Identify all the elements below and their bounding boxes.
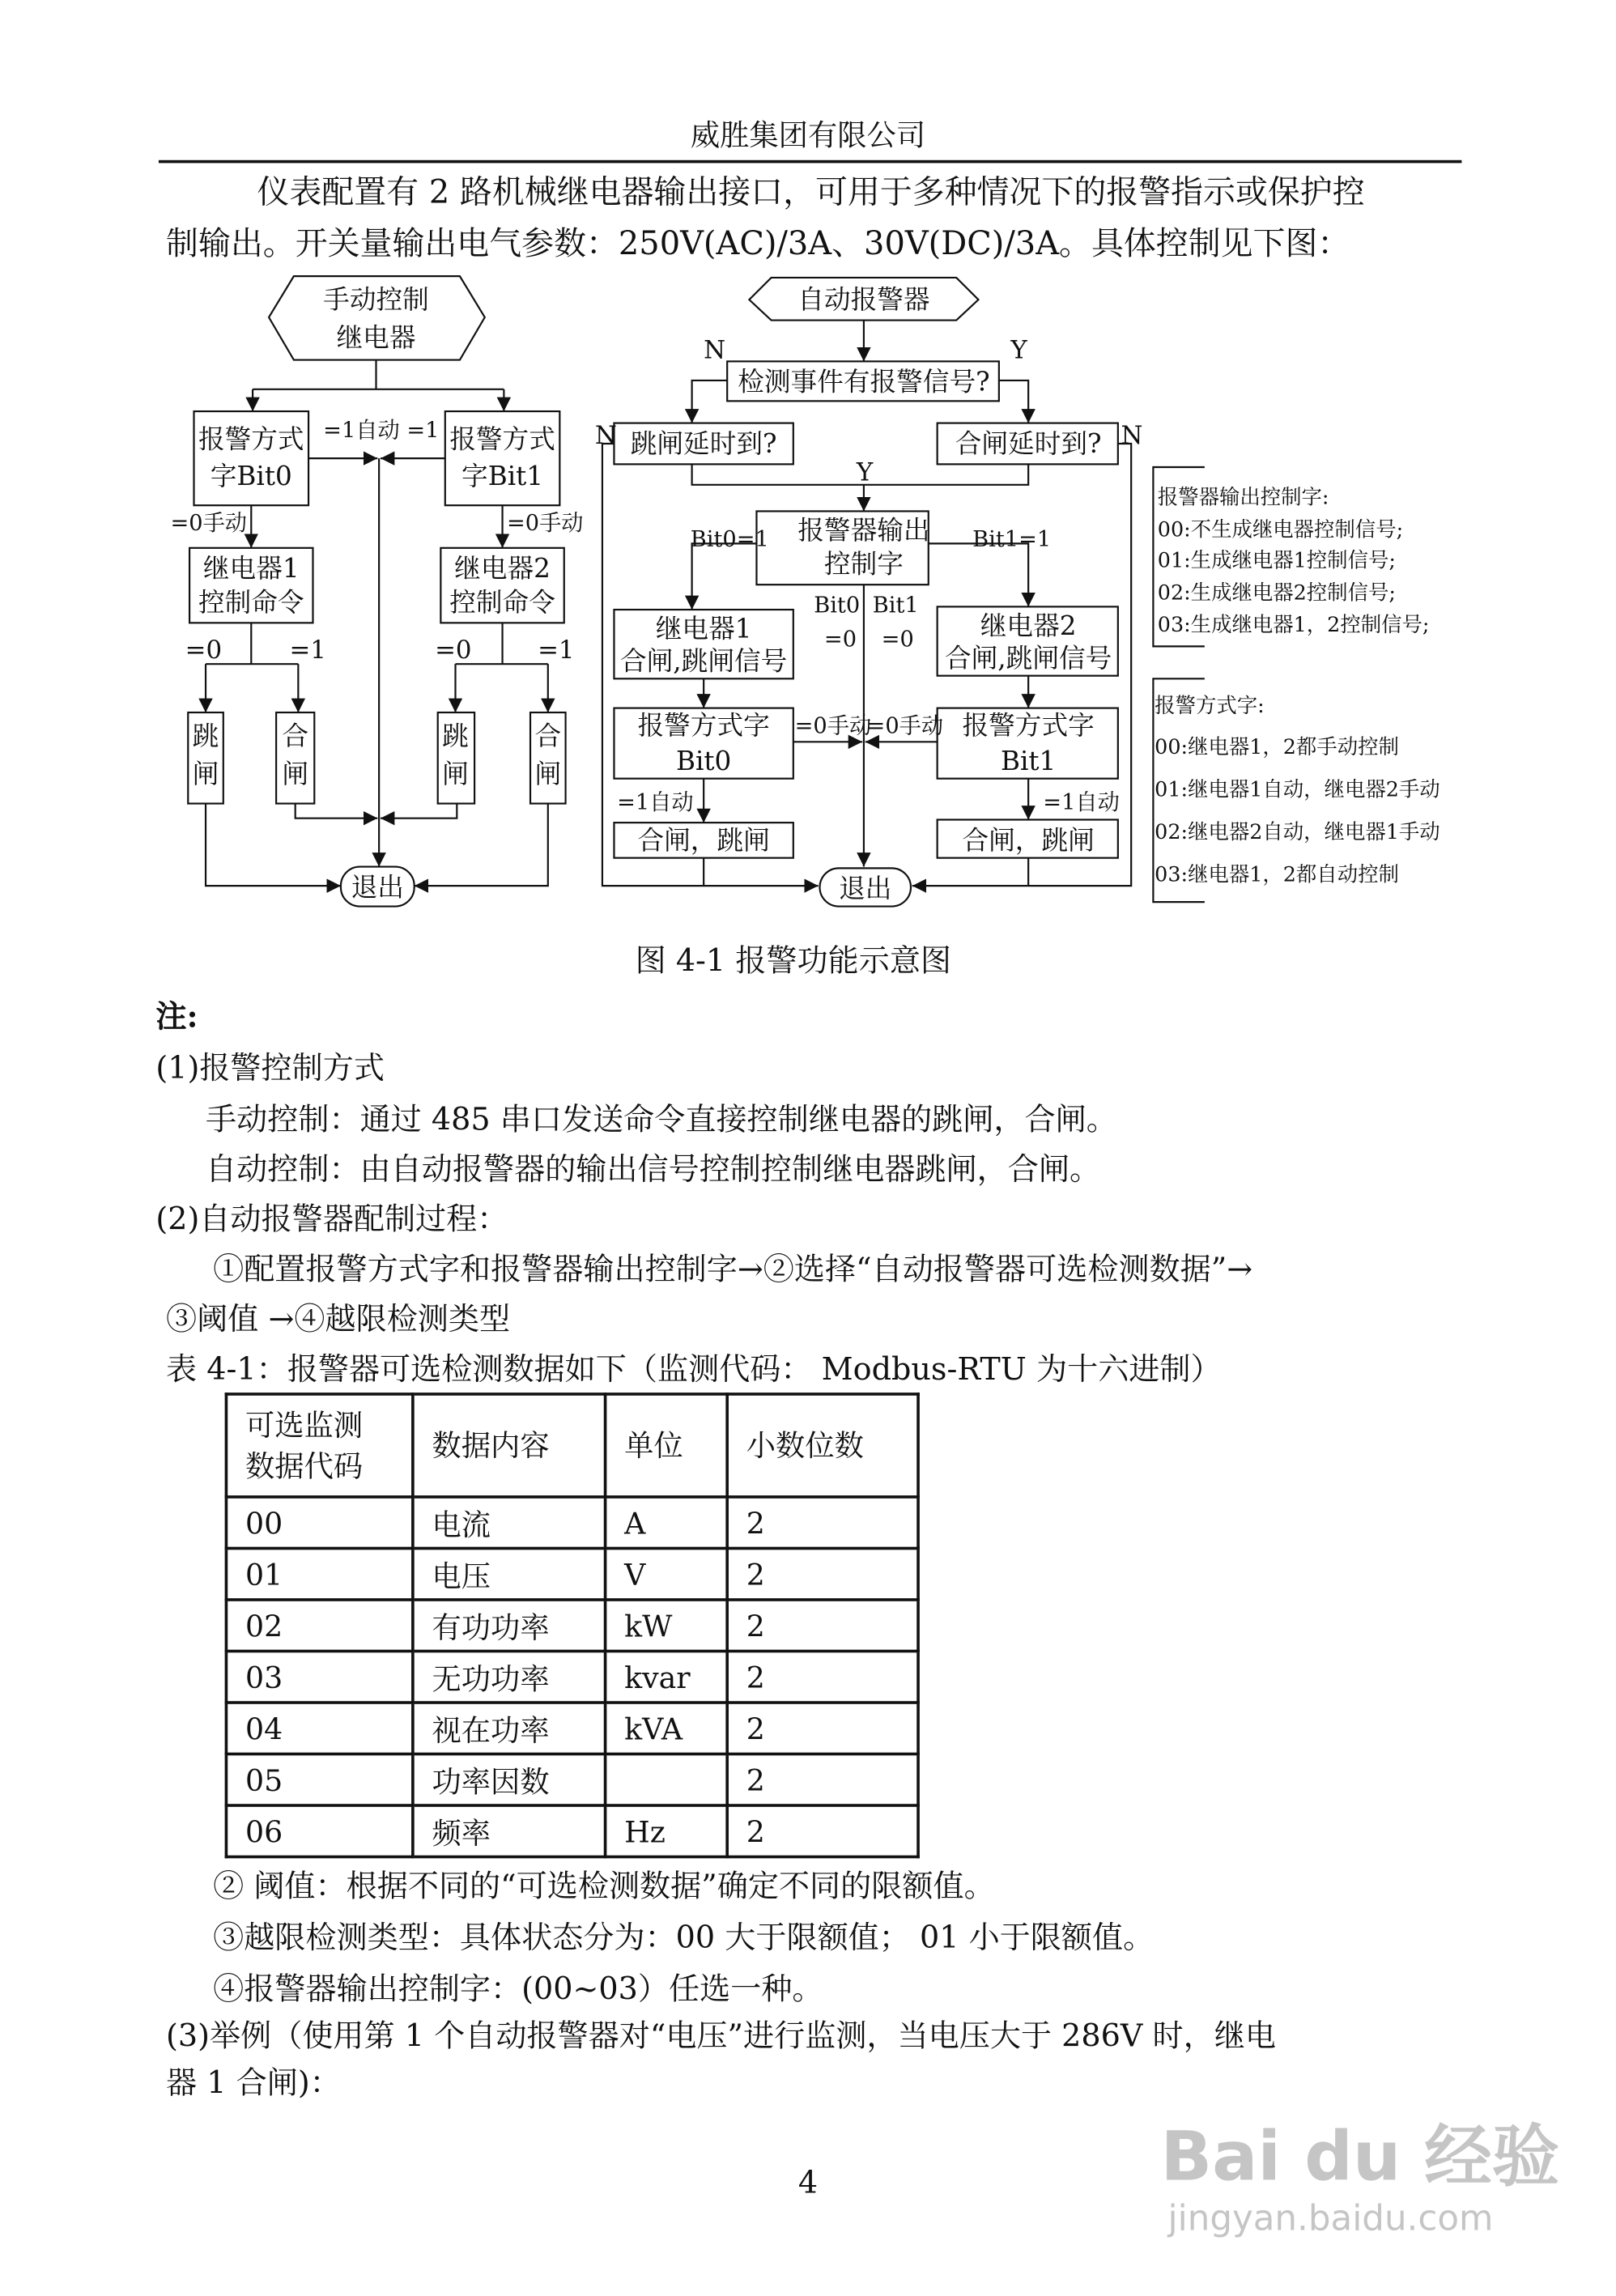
table-row	[226, 1548, 918, 1600]
exit-label: 退出	[351, 871, 404, 903]
manual-start-label: 继电器	[336, 322, 416, 354]
table-cell: 05	[226, 1754, 412, 1806]
no-label: N	[1121, 420, 1143, 450]
manual-label: =0手动	[794, 713, 872, 739]
manual-label: =0手动	[170, 511, 247, 537]
table-row	[226, 1805, 918, 1857]
detect-box-label: 检测事件有报警信号?	[738, 366, 990, 398]
table-cell: kVA	[606, 1703, 728, 1754]
table-header-row	[226, 1394, 918, 1497]
legend-mode-item: 00:继电器1，2都手动控制	[1155, 733, 1399, 759]
table-cell: 视在功率	[413, 1703, 606, 1754]
trip-box-label: 跳	[442, 720, 469, 751]
yes-label: Y	[856, 457, 874, 487]
no-label: N	[704, 335, 726, 365]
close-delay-label: 合闸延时到?	[955, 427, 1102, 459]
mode-word-label: Bit0	[675, 745, 732, 776]
table-cell: 功率因数	[413, 1754, 606, 1806]
trip-box-label: 闸	[192, 759, 219, 790]
legend-output-item: 01:生成继电器1控制信号;	[1157, 547, 1396, 572]
table-cell: Hz	[606, 1805, 728, 1857]
relay1-signal-label: 合闸,跳闸信号	[619, 645, 788, 677]
note-line: ④报警器输出控制字：(00~03）任选一种。	[213, 1971, 823, 2007]
table-cell: 有功功率	[413, 1600, 606, 1652]
table-row	[226, 1703, 918, 1754]
table-cell: 数据内容	[413, 1394, 606, 1497]
legend-output-item: 00:不生成继电器控制信号;	[1157, 517, 1404, 542]
action-label: 合闸，跳闸	[637, 824, 770, 856]
table-cell: 2	[727, 1651, 918, 1703]
eq0-label: =0	[435, 635, 472, 665]
relay1-signal-label: 继电器1	[655, 613, 752, 644]
table-cell: 04	[226, 1703, 412, 1754]
table-row	[226, 1651, 918, 1703]
watermark-logo: Bai du 经验	[1160, 2116, 1560, 2196]
bit1-box-label: 报警方式	[449, 423, 555, 455]
note-line: ③阈值 →④越限检测类型	[166, 1301, 511, 1337]
table-cell: 06	[226, 1805, 412, 1857]
exit-label: 退出	[839, 873, 892, 904]
table-cell: 2	[727, 1548, 918, 1600]
auto-label: =1自动 =1	[323, 418, 440, 444]
notes-title: 注:	[155, 997, 198, 1035]
table-cell: kW	[606, 1600, 728, 1652]
note-line: ③越限检测类型：具体状态分为：00 大于限额值； 01 小于限额值。	[213, 1920, 1155, 1956]
eq0-label: =0	[881, 627, 914, 653]
table-cell: 单位	[606, 1394, 728, 1497]
no-label: N	[594, 420, 617, 450]
auto-start-label: 自动报警器	[797, 284, 930, 316]
relay2-signal-label: 继电器2	[980, 610, 1077, 641]
intro-line: 制输出。开关量输出电气参数：250V(AC)/3A、30V(DC)/3A。具体控制见下图：	[166, 226, 1350, 263]
eq0-label: =0	[823, 627, 857, 653]
table-cell: 小数位数	[727, 1394, 918, 1497]
intro-line: 仪表配置有 2 路机械继电器输出接口，可用于多种情况下的报警指示或保护控	[257, 174, 1365, 212]
table-cell: 03	[226, 1651, 412, 1703]
note-line: ①配置报警方式字和报警器输出控制字→②选择“自动报警器可选检测数据”→	[213, 1251, 1253, 1287]
note-line: 手动控制：通过 485 串口发送命令直接控制继电器的跳闸，合闸。	[206, 1101, 1117, 1137]
table-cell: 2	[727, 1703, 918, 1754]
table-cell: kvar	[606, 1651, 728, 1703]
table-cell	[606, 1754, 728, 1806]
relay1-box-label: 继电器1	[202, 553, 300, 585]
relay2-box-label: 控制命令	[449, 586, 555, 618]
table-cell: 2	[727, 1754, 918, 1806]
mode-word-label: 报警方式字	[637, 710, 770, 742]
table-cell: 2	[727, 1497, 918, 1549]
ctrl-word-label: 报警器输出	[797, 514, 930, 546]
alarm-flowchart	[0, 0, 1616, 940]
yes-label: Y	[1010, 335, 1027, 365]
table-cell: A	[606, 1497, 728, 1549]
close-box-label: 合	[534, 720, 562, 751]
auto-label: =1自动	[1043, 789, 1120, 815]
note-line: ② 阈值：根据不同的“可选检测数据”确定不同的限额值。	[213, 1869, 995, 1904]
legend-output-item: 03:生成继电器1，2控制信号;	[1157, 612, 1430, 637]
legend-mode-item: 03:继电器1，2都自动控制	[1155, 861, 1399, 887]
relay2-signal-label: 合闸,跳闸信号	[944, 642, 1112, 674]
bit0-box-label: 字Bit0	[210, 460, 292, 491]
close-box-label: 闸	[282, 759, 309, 790]
trip-box-label: 跳	[192, 720, 219, 751]
figure-caption: 图 4-1 报警功能示意图	[635, 942, 952, 979]
bit0-label: Bit0	[814, 593, 861, 619]
table-cell: V	[606, 1548, 728, 1600]
section-heading: (2)自动报警器配制过程：	[155, 1201, 508, 1237]
watermark-url: jingyan.baidu.com	[1167, 2197, 1494, 2239]
table-cell: 电压	[413, 1548, 606, 1600]
bit0-eq1-label: Bit0=1	[690, 526, 769, 552]
close-box-label: 闸	[534, 759, 562, 790]
page-number: 4	[797, 2165, 819, 2201]
auto-label: =1自动	[617, 789, 694, 815]
section-heading: (1)报警控制方式	[155, 1050, 385, 1086]
manual-label: =0手动	[866, 713, 944, 739]
mode-word-label: Bit1	[1000, 745, 1057, 776]
legend-mode-item: 报警方式字:	[1155, 693, 1265, 718]
ctrl-word-label: 控制字	[823, 548, 904, 580]
relay2-box-label: 继电器2	[454, 553, 551, 585]
table-cell: 2	[727, 1600, 918, 1652]
table-row	[226, 1497, 918, 1549]
table-cell: 00	[226, 1497, 412, 1549]
trip-box-label: 闸	[442, 759, 469, 790]
close-box-label: 合	[282, 720, 309, 751]
table-cell: 电流	[413, 1497, 606, 1549]
eq1-label: =1	[289, 635, 326, 665]
detection-data-table	[225, 1392, 920, 1858]
legend-mode-item: 02:继电器2自动，继电器1手动	[1155, 819, 1440, 844]
bit1-eq1-label: Bit1=1	[972, 526, 1052, 552]
bit1-label: Bit1	[872, 593, 919, 619]
page-header: 威胜集团有限公司	[690, 117, 926, 153]
legend-output-item: 02:生成继电器2控制信号;	[1157, 580, 1396, 605]
bit0-box-label: 报警方式	[198, 423, 304, 455]
mode-word-label: 报警方式字	[962, 710, 1095, 742]
table-row	[226, 1754, 918, 1806]
table-cell: 可选监测 数据代码	[226, 1394, 412, 1497]
note-line: 自动控制：由自动报警器的输出信号控制控制继电器跳闸，合闸。	[206, 1151, 1101, 1188]
table-cell: 无功功率	[413, 1651, 606, 1703]
trip-delay-label: 跳闸延时到?	[630, 427, 777, 459]
manual-label: =0手动	[507, 511, 584, 537]
table-cell: 01	[226, 1548, 412, 1600]
note-line: 器 1 合闸)：	[166, 2065, 341, 2101]
bit1-box-label: 字Bit1	[461, 460, 544, 491]
action-label: 合闸，跳闸	[962, 824, 1095, 856]
eq0-label: =0	[185, 635, 223, 665]
legend-output-item: 报警器输出控制字:	[1157, 484, 1329, 509]
legend-mode-item: 01:继电器1自动，继电器2手动	[1155, 776, 1440, 801]
relay1-box-label: 控制命令	[198, 586, 304, 618]
eq1-label: =1	[538, 635, 575, 665]
note-line: (3)举例（使用第 1 个自动报警器对“电压”进行监测，当电压大于 286V 时，继电	[166, 2018, 1276, 2054]
table-cell: 2	[727, 1805, 918, 1857]
manual-start-label: 手动控制	[323, 284, 429, 316]
table-cell: 频率	[413, 1805, 606, 1857]
table-caption: 表 4-1：报警器可选检测数据如下（监测代码： Modbus-RTU 为十六进制）	[166, 1351, 1222, 1387]
table-cell: 02	[226, 1600, 412, 1652]
table-row	[226, 1600, 918, 1652]
